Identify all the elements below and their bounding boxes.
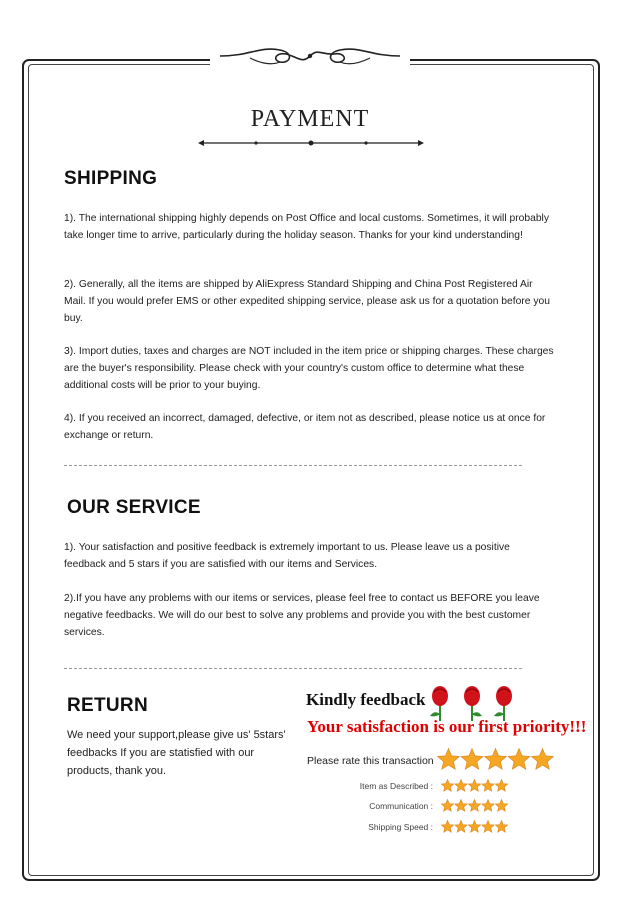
- page-title: PAYMENT: [250, 106, 370, 132]
- item-described-label: Item as Described :: [359, 781, 433, 791]
- star-icon: [468, 821, 480, 833]
- star-icon: [532, 749, 554, 770]
- shipping-item-2: 2). Generally, all the items are shipped by AliExpress Standard Shipping and China Post Registered Air Mail. If you would prefer EMS or other expedited shipping service, please ask us for a quotation before you buy.: [64, 279, 550, 324]
- return-heading: RETURN: [67, 695, 148, 716]
- shipping-heading: SHIPPING: [64, 168, 158, 189]
- shipping-speed-stars: [440, 820, 510, 834]
- star-icon: [482, 821, 494, 833]
- return-text: We need your support,please give us' 5stars' feedbacks If you are statisfied with our products, thank you.: [67, 729, 286, 777]
- service-heading: OUR SERVICE: [67, 497, 201, 518]
- star-icon: [455, 800, 467, 812]
- flourish-ornament-icon: [210, 40, 410, 72]
- star-icon: [485, 749, 507, 770]
- star-icon: [495, 780, 507, 792]
- rate-transaction-label: Please rate this transaction: [307, 755, 434, 767]
- kindly-feedback-text: Kindly feedback: [306, 690, 426, 709]
- shipping-item-3: 3). Import duties, taxes and charges are NOT included in the item price or shipping charges. These charges are the buyer's responsibility. Please check with your country's custom office to determine what these additional costs will be prior to your buying.: [64, 346, 554, 391]
- satisfaction-text: Your satisfaction is our first priority!!!: [307, 717, 587, 736]
- item-described-stars: [440, 779, 510, 793]
- service-item-1: 1). Your satisfaction and positive feedback is extremely important to us. Please leave us a positive feedback and 5 stars if you are satisfied with our items and Services.: [64, 542, 510, 570]
- star-icon: [455, 821, 467, 833]
- shipping-speed-label: Shipping Speed :: [368, 822, 433, 832]
- star-icon: [468, 780, 480, 792]
- communication-label: Communication :: [369, 801, 433, 811]
- shipping-item-4: 4). If you received an incorrect, damaged, defective, or item not as described, please notice us at once for exchange or return.: [64, 413, 546, 441]
- star-icon: [441, 780, 453, 792]
- star-icon: [495, 800, 507, 812]
- star-icon: [468, 800, 480, 812]
- star-icon: [461, 749, 483, 770]
- star-icon: [508, 749, 530, 770]
- divider: [64, 668, 522, 669]
- star-icon: [482, 800, 494, 812]
- star-icon: [441, 800, 453, 812]
- title-rule-icon: [198, 137, 424, 149]
- star-icon: [482, 780, 494, 792]
- divider: [64, 465, 522, 466]
- service-item-2: 2).If you have any problems with our items or services, please feel free to contact us BEFORE you leave negative feedbacks. We will do our best to solve any problems and provide you with the best customer services.: [64, 593, 540, 638]
- star-icon: [495, 821, 507, 833]
- shipping-item-1: 1). The international shipping highly depends on Post Office and local customs. Sometimes, it will probably take longer time to arrive, particularly during the holiday season. Thanks for your kind understanding!: [64, 213, 549, 241]
- star-icon: [438, 749, 460, 770]
- rate-stars: [436, 747, 554, 773]
- star-icon: [441, 821, 453, 833]
- communication-stars: [440, 799, 510, 813]
- star-icon: [455, 780, 467, 792]
